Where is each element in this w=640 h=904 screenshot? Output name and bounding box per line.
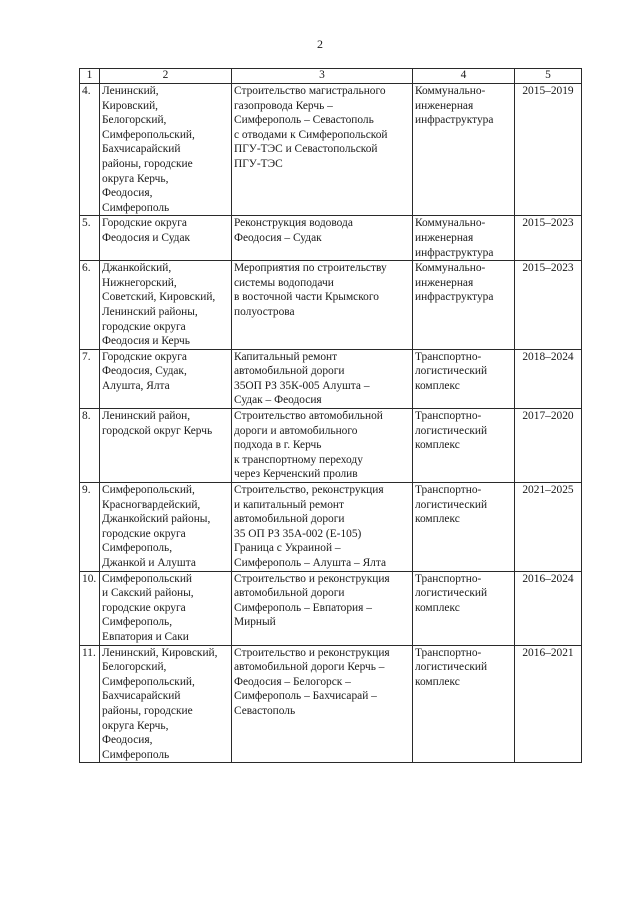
years-cell: 2017–2020 (515, 409, 582, 483)
column-header-2: 2 (100, 69, 232, 84)
column-header-5: 5 (515, 69, 582, 84)
table-row (80, 645, 582, 763)
table-row (80, 409, 582, 483)
sector-cell: Транспортно- логистический комплекс (413, 409, 515, 483)
territory-cell: Городские округа Феодосия и Судак (100, 216, 232, 261)
project-cell: Капитальный ремонт автомобильной дороги 35ОП РЗ 35К-005 Алушта – Судак – Феодосия (232, 349, 413, 408)
row-number: 10. (80, 571, 100, 645)
table-row (80, 84, 582, 216)
row-number: 4. (80, 84, 100, 216)
row-number: 11. (80, 645, 100, 763)
territory-cell: Ленинский, Кировский, Белогорский, Симферопольский, Бахчисарайский районы, городские округа Керчь, Феодосия, Симферополь (100, 645, 232, 763)
territory-cell: Джанкойский, Нижнегорский, Советский, Кировский, Ленинский районы, городские округа Феодосия и Керчь (100, 261, 232, 350)
territory-cell: Симферопольский и Сакский районы, городские округа Симферополь, Евпатория и Саки (100, 571, 232, 645)
territory-cell: Ленинский район, городской округ Керчь (100, 409, 232, 483)
table-row (80, 571, 582, 645)
sector-cell: Транспортно- логистический комплекс (413, 645, 515, 763)
years-cell: 2015–2023 (515, 216, 582, 261)
years-cell: 2018–2024 (515, 349, 582, 408)
sector-cell: Транспортно- логистический комплекс (413, 483, 515, 572)
column-header-4: 4 (413, 69, 515, 84)
sector-cell: Коммунально- инженерная инфраструктура (413, 216, 515, 261)
row-number: 6. (80, 261, 100, 350)
years-cell: 2021–2025 (515, 483, 582, 572)
project-cell: Реконструкция водовода Феодосия – Судак (232, 216, 413, 261)
project-cell: Строительство и реконструкция автомобильной дороги Симферополь – Евпатория – Мирный (232, 571, 413, 645)
table-row (80, 483, 582, 572)
territory-cell: Симферопольский, Красногвардейский, Джанкойский районы, городские округа Симферополь, Джанкой и Алушта (100, 483, 232, 572)
table-row (80, 216, 582, 261)
row-number: 8. (80, 409, 100, 483)
table-header (80, 69, 582, 84)
years-cell: 2016–2021 (515, 645, 582, 763)
column-header-3: 3 (232, 69, 413, 84)
page-number: 2 (317, 37, 323, 51)
sector-cell: Коммунально- инженерная инфраструктура (413, 261, 515, 350)
sector-cell: Транспортно- логистический комплекс (413, 349, 515, 408)
project-cell: Строительство, реконструкция и капитальный ремонт автомобильной дороги 35 ОП РЗ 35А-002 (Е-105) Граница с Украиной – Симферополь – Алушта – Ялта (232, 483, 413, 572)
table-row (80, 349, 582, 408)
territory-cell: Городские округа Феодосия, Судак, Алушта, Ялта (100, 349, 232, 408)
row-number: 9. (80, 483, 100, 572)
years-cell: 2015–2019 (515, 84, 582, 216)
project-cell: Строительство магистрального газопровода Керчь – Симферополь – Севастополь с отводами к Симферопольской ПГУ-ТЭС и Севастопольской ПГУ-ТЭС (232, 84, 413, 216)
table-row (80, 261, 582, 350)
project-cell: Строительство автомобильной дороги и автомобильного подхода в г. Керчь к транспортному переходу через Керченский пролив (232, 409, 413, 483)
project-cell: Мероприятия по строительству системы водоподачи в восточной части Крымского полуострова (232, 261, 413, 350)
sector-cell: Транспортно- логистический комплекс (413, 571, 515, 645)
column-header-1: 1 (80, 69, 100, 84)
sector-cell: Коммунально- инженерная инфраструктура (413, 84, 515, 216)
table-body (80, 84, 582, 763)
row-number: 7. (80, 349, 100, 408)
row-number: 5. (80, 216, 100, 261)
years-cell: 2016–2024 (515, 571, 582, 645)
years-cell: 2015–2023 (515, 261, 582, 350)
territory-cell: Ленинский, Кировский, Белогорский, Симферопольский, Бахчисарайский районы, городские округа Керчь, Феодосия, Симферополь (100, 84, 232, 216)
header-row (80, 69, 582, 84)
infrastructure-projects-table (79, 68, 582, 763)
project-cell: Строительство и реконструкция автомобильной дороги Керчь – Феодосия – Белогорск – Симферополь – Бахчисарай – Севастополь (232, 645, 413, 763)
